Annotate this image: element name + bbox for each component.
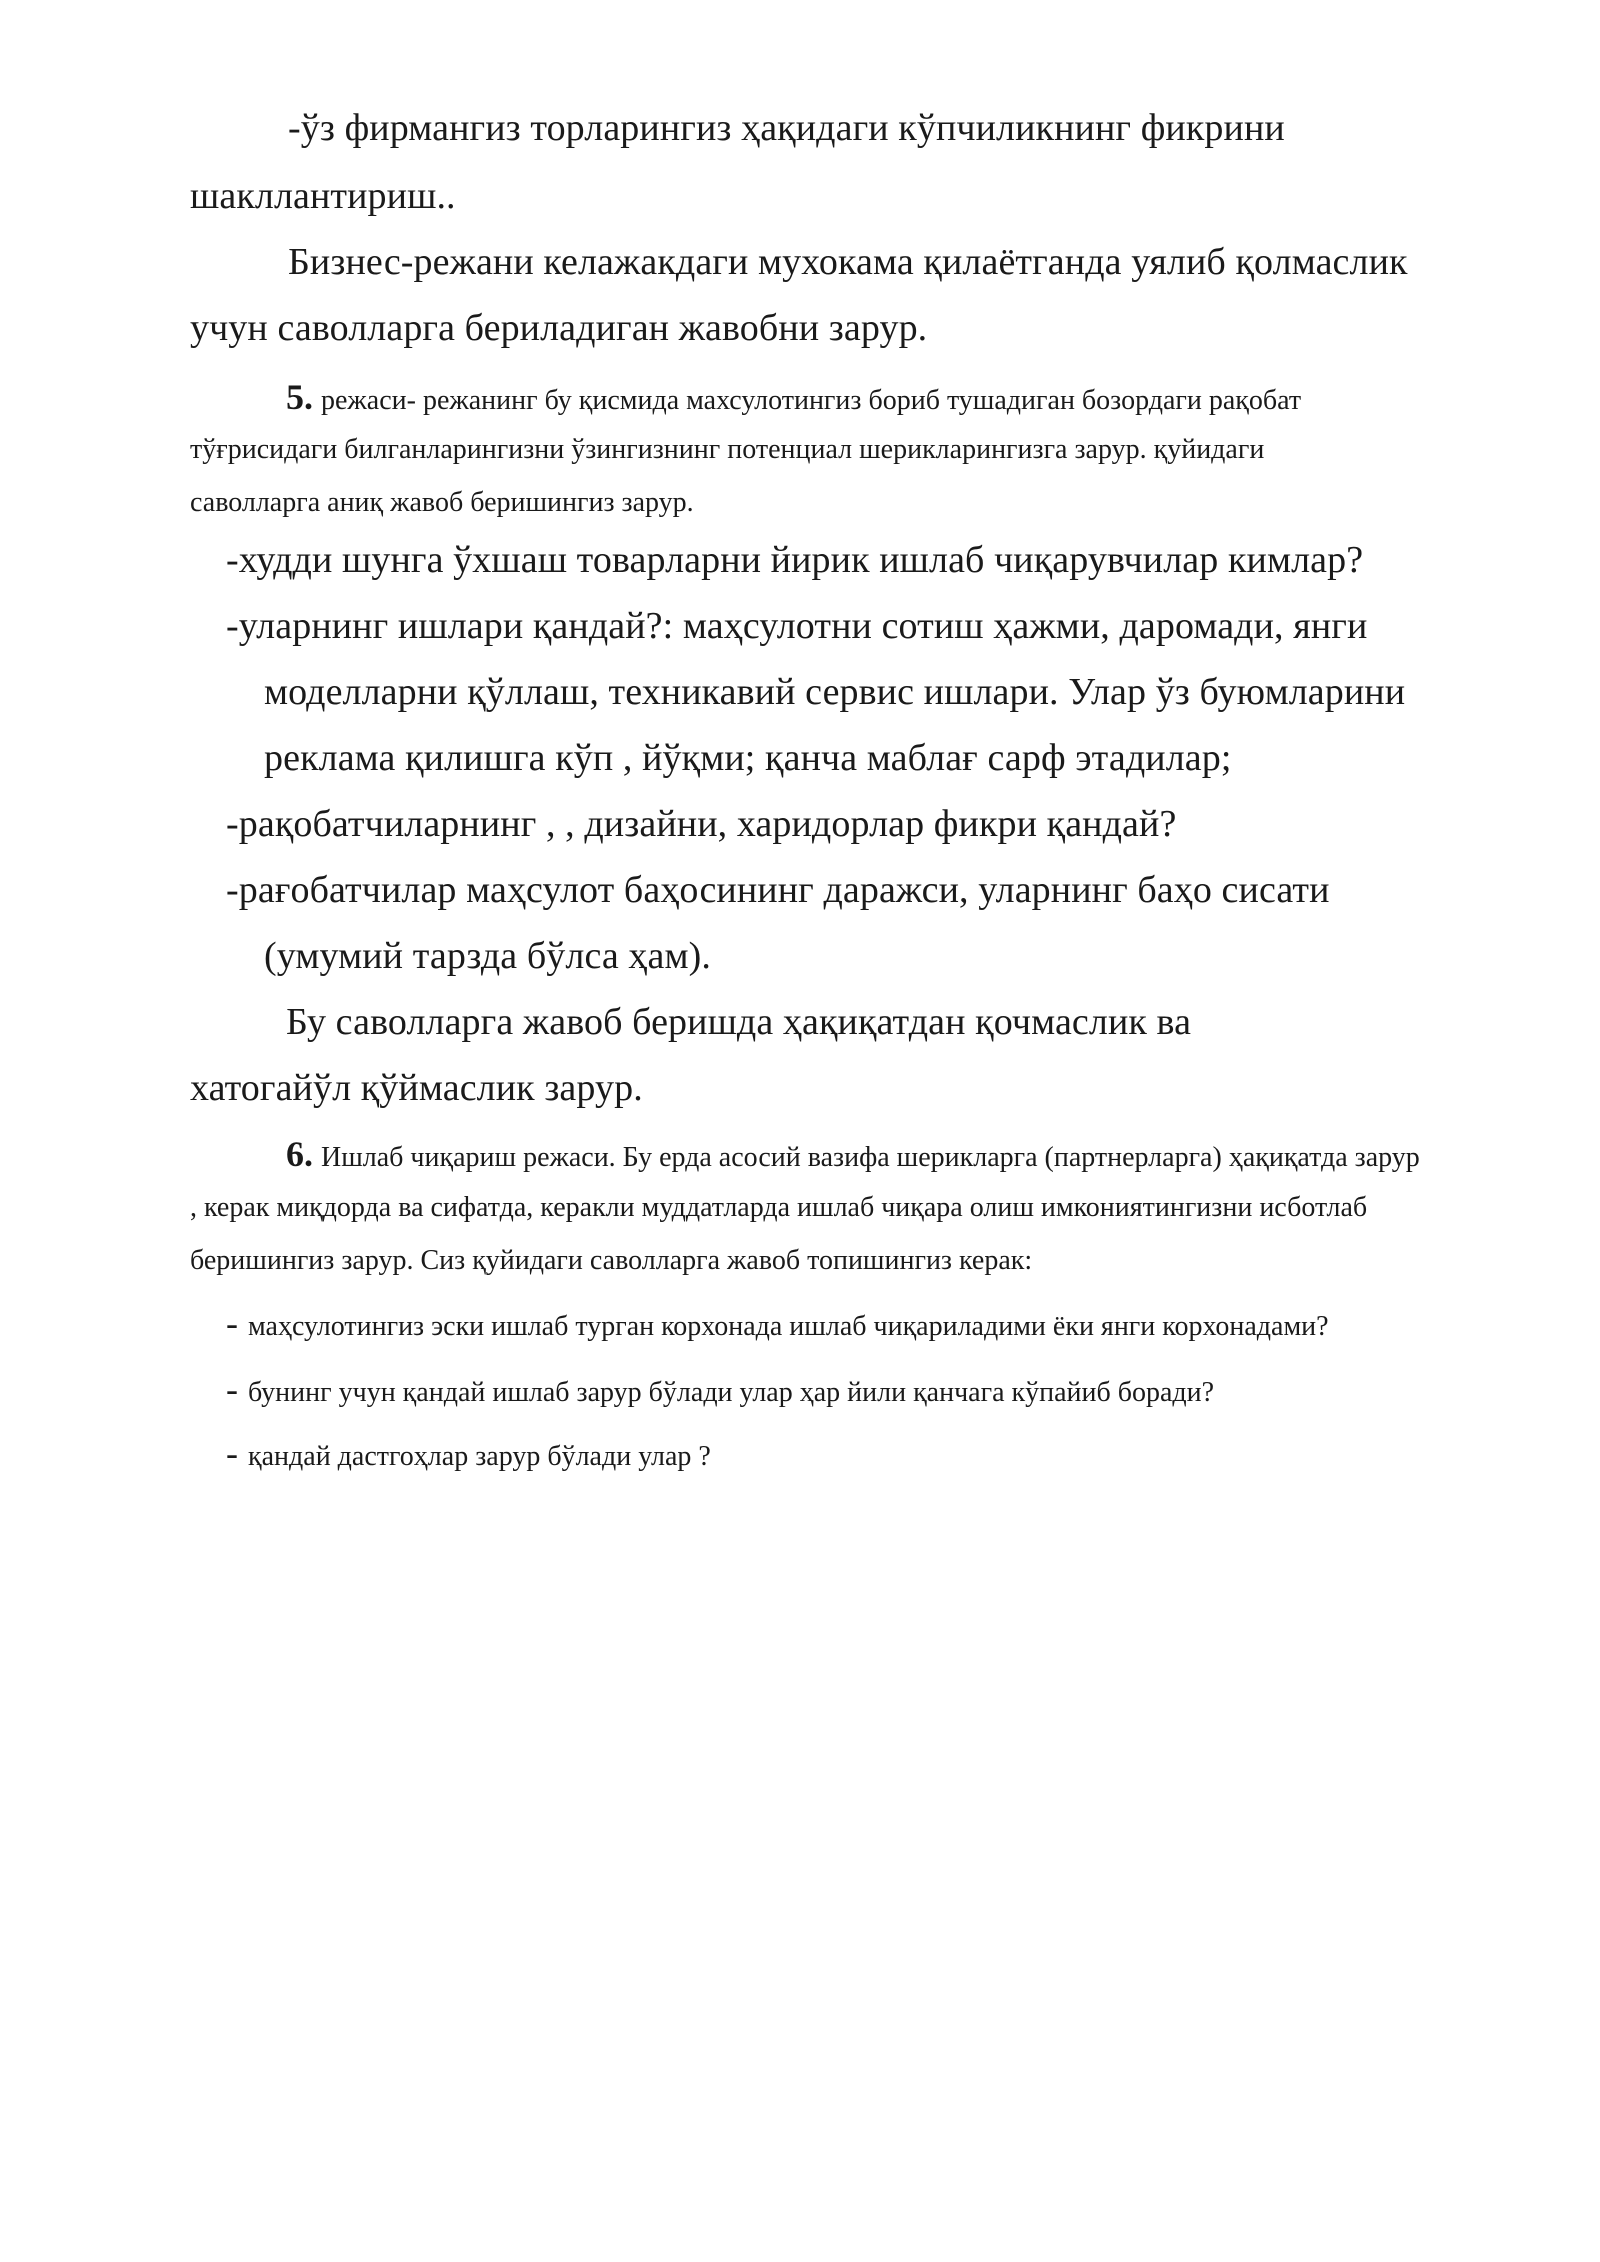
- section-6-bullet: [226, 1302, 1329, 1344]
- section-5-item: -рағобатчилар маҳсулот баҳосининг даражси, уларнинг баҳо сисати: [226, 869, 1330, 911]
- paragraph-line: шакллантириш..: [190, 175, 456, 217]
- section-6-intro-text: Ишлаб чиқариш режаси. Бу ерда асосий вазифа шерикларга (партнерларга) ҳақиқатда зарур: [321, 1142, 1420, 1173]
- section-5-closing: Бу саволларга жавоб беришда ҳақиқатдан қочмаслик ва: [286, 1001, 1192, 1043]
- section-6-intro-line: беришингиз зарур. Сиз қуйидаги саволларга жавоб топишингиз керак:: [190, 1245, 1033, 1276]
- section-6-number: 6.: [286, 1134, 313, 1174]
- bullet-text: бунинг учун қандай ишлаб зарур бўлади улар ҳар йили қанчага кўпайиб боради?: [248, 1377, 1215, 1408]
- bullet-text: маҳсулотингиз эски ишлаб турган корхонада ишлаб чиқариладими ёки янги корхонадами?: [248, 1311, 1329, 1342]
- section-5-item: реклама қилишга кўп , йўқми; қанча маблағ сарф этадилар;: [264, 737, 1232, 779]
- section-5-closing: хатогайўл қўймаслик зарур.: [190, 1067, 643, 1109]
- paragraph-line: учун саволларга бериладиган жавобни зарур.: [190, 307, 928, 349]
- section-6-bullet: [226, 1368, 1214, 1410]
- section-5-intro-line: тўғрисидаги билганларингизни ўзингизнинг потенциал шерикларингизга зарур. қуйидаги: [190, 434, 1265, 465]
- section-5-intro-text: режаси- режанинг бу қисмида махсулотингиз бориб тушадиган бозордаги рақобат: [321, 385, 1302, 416]
- section-5-item: -рақобатчиларнинг , , дизайни, харидорлар фикри қандай?: [226, 803, 1177, 845]
- section-6-bullet: [226, 1432, 711, 1474]
- section-5-item: моделларни қўллаш, техникавий сервис ишлари. Улар ўз буюмларини: [264, 671, 1406, 713]
- paragraph-line: Бизнес-режани келажакдаги мухокама қилаётганда уялиб қолмаслик: [288, 241, 1408, 283]
- section-6-intro-line: , керак миқдорда ва сифатда, керакли муддатларда ишлаб чиқара олиш имкониятингизни исботлаб: [190, 1192, 1368, 1223]
- bullet-dash: -: [226, 1433, 238, 1473]
- section-5-number: 5.: [286, 377, 313, 417]
- bullet-dash: -: [226, 1303, 238, 1343]
- section-5-item: (умумий тарзда бўлса ҳам).: [264, 935, 712, 977]
- section-6-line-1: [286, 1133, 1420, 1175]
- section-5-line-1: [286, 376, 1301, 418]
- bullet-dash: -: [226, 1369, 238, 1409]
- section-5-item: -худди шунга ўхшаш товарларни йирик ишлаб чиқарувчилар кимлар?: [226, 539, 1364, 581]
- section-5-intro-line: саволларга аниқ жавоб беришингиз зарур.: [190, 487, 694, 518]
- paragraph-line: -ўз фирмангиз торларингиз ҳақидаги кўпчиликнинг фикрини: [288, 107, 1285, 149]
- bullet-text: қандай дастгоҳлар зарур бўлади улар ?: [248, 1441, 711, 1472]
- section-5-item: -уларнинг ишлари қандай?: маҳсулотни сотиш ҳажми, даромади, янги: [226, 605, 1368, 647]
